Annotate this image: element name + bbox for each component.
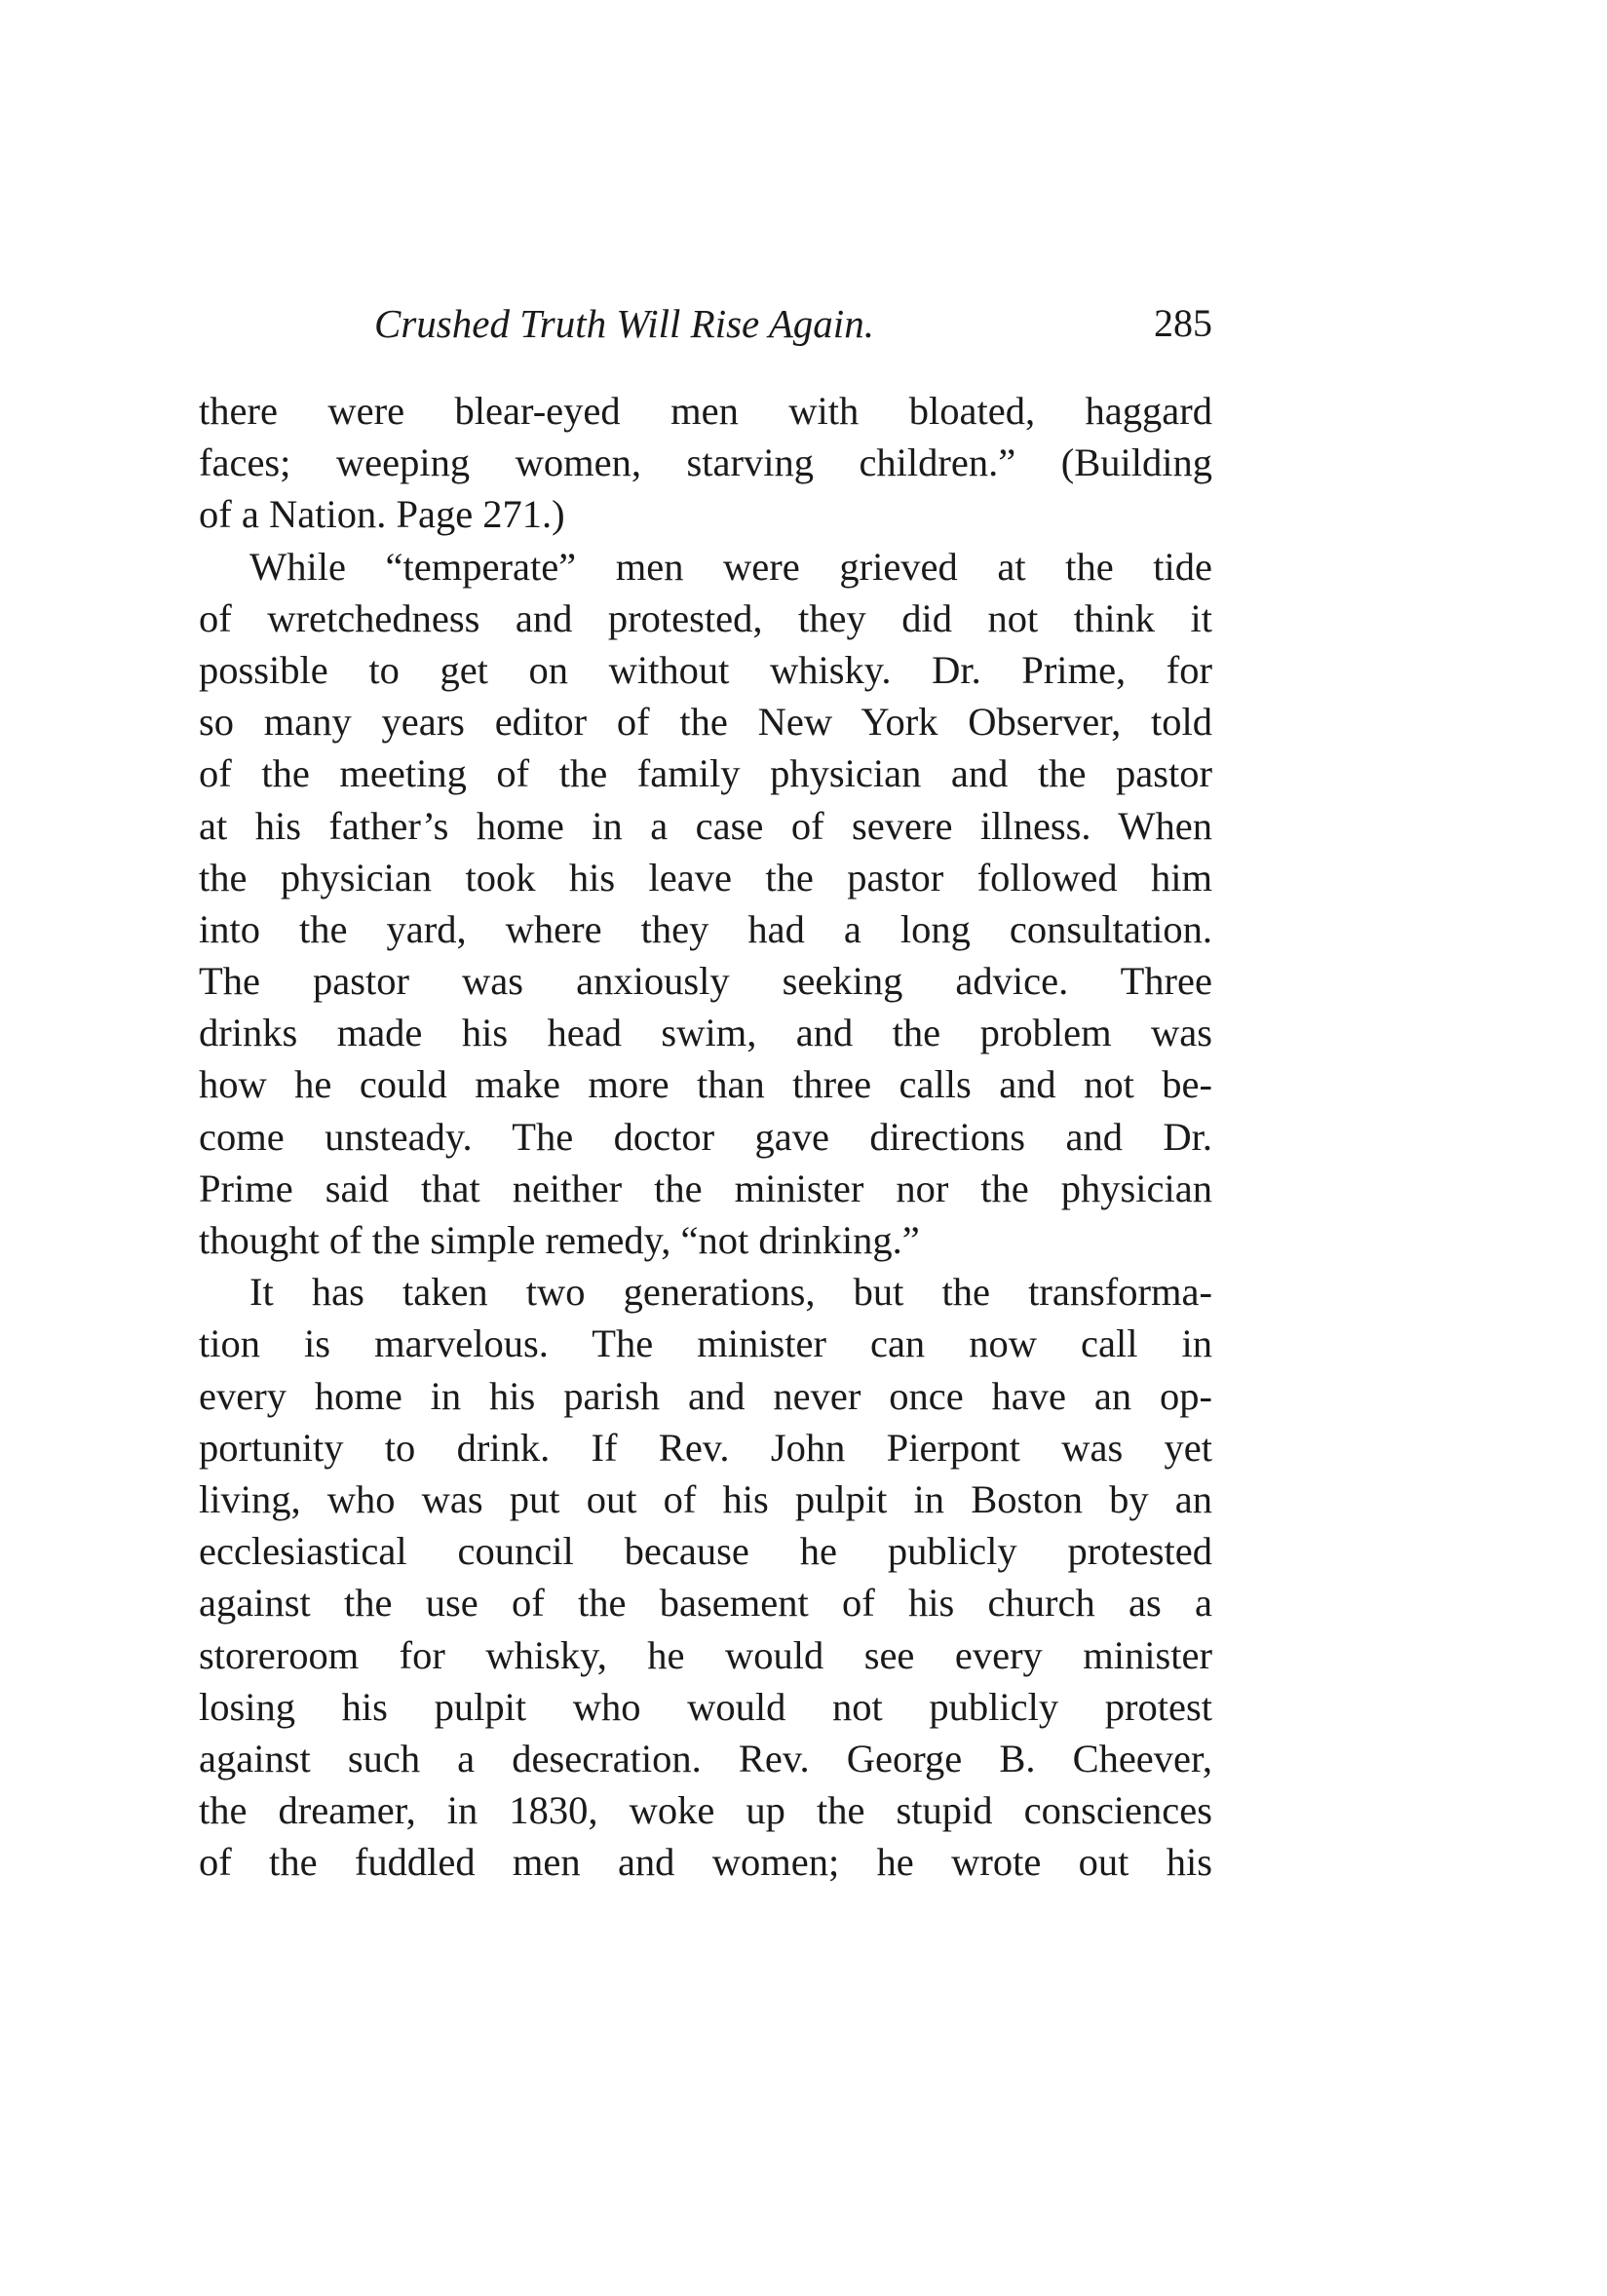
text-line: storeroom for whisky, he would see every minister — [199, 1632, 1212, 1677]
running-title: Crushed Truth Will Rise Again. — [374, 301, 874, 346]
running-head — [199, 294, 1212, 353]
paragraph-3 — [199, 1266, 1212, 1888]
text-line: of wretchedness and protested, they did not think it — [199, 595, 1212, 640]
text-line: of a Nation. Page 271.) — [199, 492, 565, 537]
text-line: Prime said that neither the minister nor the physician — [199, 1166, 1212, 1210]
text-line: faces; weeping women, starving children.” (Building — [199, 440, 1212, 485]
page-number: 285 — [1154, 301, 1212, 345]
text-line: portunity to drink. If Rev. John Pierpont was yet — [199, 1425, 1212, 1470]
text-line: It has taken two generations, but the transforma- — [249, 1270, 1212, 1315]
text-line: come unsteady. The doctor gave directions and Dr. — [199, 1114, 1212, 1159]
text-line: of the meeting of the family physician and the pastor — [199, 751, 1212, 796]
text-line: the physician took his leave the pastor followed him — [199, 855, 1212, 899]
text-line: possible to get on without whisky. Dr. Prime, for — [199, 647, 1212, 692]
text-line: against the use of the basement of his church as a — [199, 1581, 1212, 1626]
text-line: losing his pulpit who would not publicly protest — [199, 1684, 1212, 1729]
text-line: so many years editor of the New York Observer, told — [199, 700, 1212, 745]
text-line: tion is marvelous. The minister can now call in — [199, 1321, 1212, 1366]
text-line: against such a desecration. Rev. George B. Cheever, — [199, 1736, 1212, 1780]
text-line: at his father’s home in a case of severe illness. When — [199, 803, 1212, 848]
text-line: ecclesiastical council because he publicly protested — [199, 1529, 1212, 1574]
text-line: every home in his parish and never once have an op- — [199, 1373, 1212, 1418]
body-text — [199, 385, 1212, 1888]
text-line: the dreamer, in 1830, woke up the stupid consciences — [199, 1788, 1212, 1833]
text-line: how he could make more than three calls and not be- — [199, 1062, 1212, 1107]
text-line: living, who was put out of his pulpit in Boston by an — [199, 1476, 1212, 1521]
text-line: thought of the simple remedy, “not drinking.” — [199, 1218, 920, 1262]
text-line: into the yard, where they had a long consultation. — [199, 906, 1212, 951]
text-line: The pastor was anxiously seeking advice. Three — [199, 959, 1212, 1004]
text-line: While “temperate” men were grieved at the tide — [249, 544, 1212, 589]
paragraph-1 — [199, 385, 1212, 541]
text-line: drinks made his head swim, and the problem was — [199, 1011, 1212, 1055]
text-line: there were blear-eyed men with bloated, haggard — [199, 389, 1212, 433]
text-line: of the fuddled men and women; he wrote out his — [199, 1840, 1212, 1885]
paragraph-2 — [199, 541, 1212, 1267]
